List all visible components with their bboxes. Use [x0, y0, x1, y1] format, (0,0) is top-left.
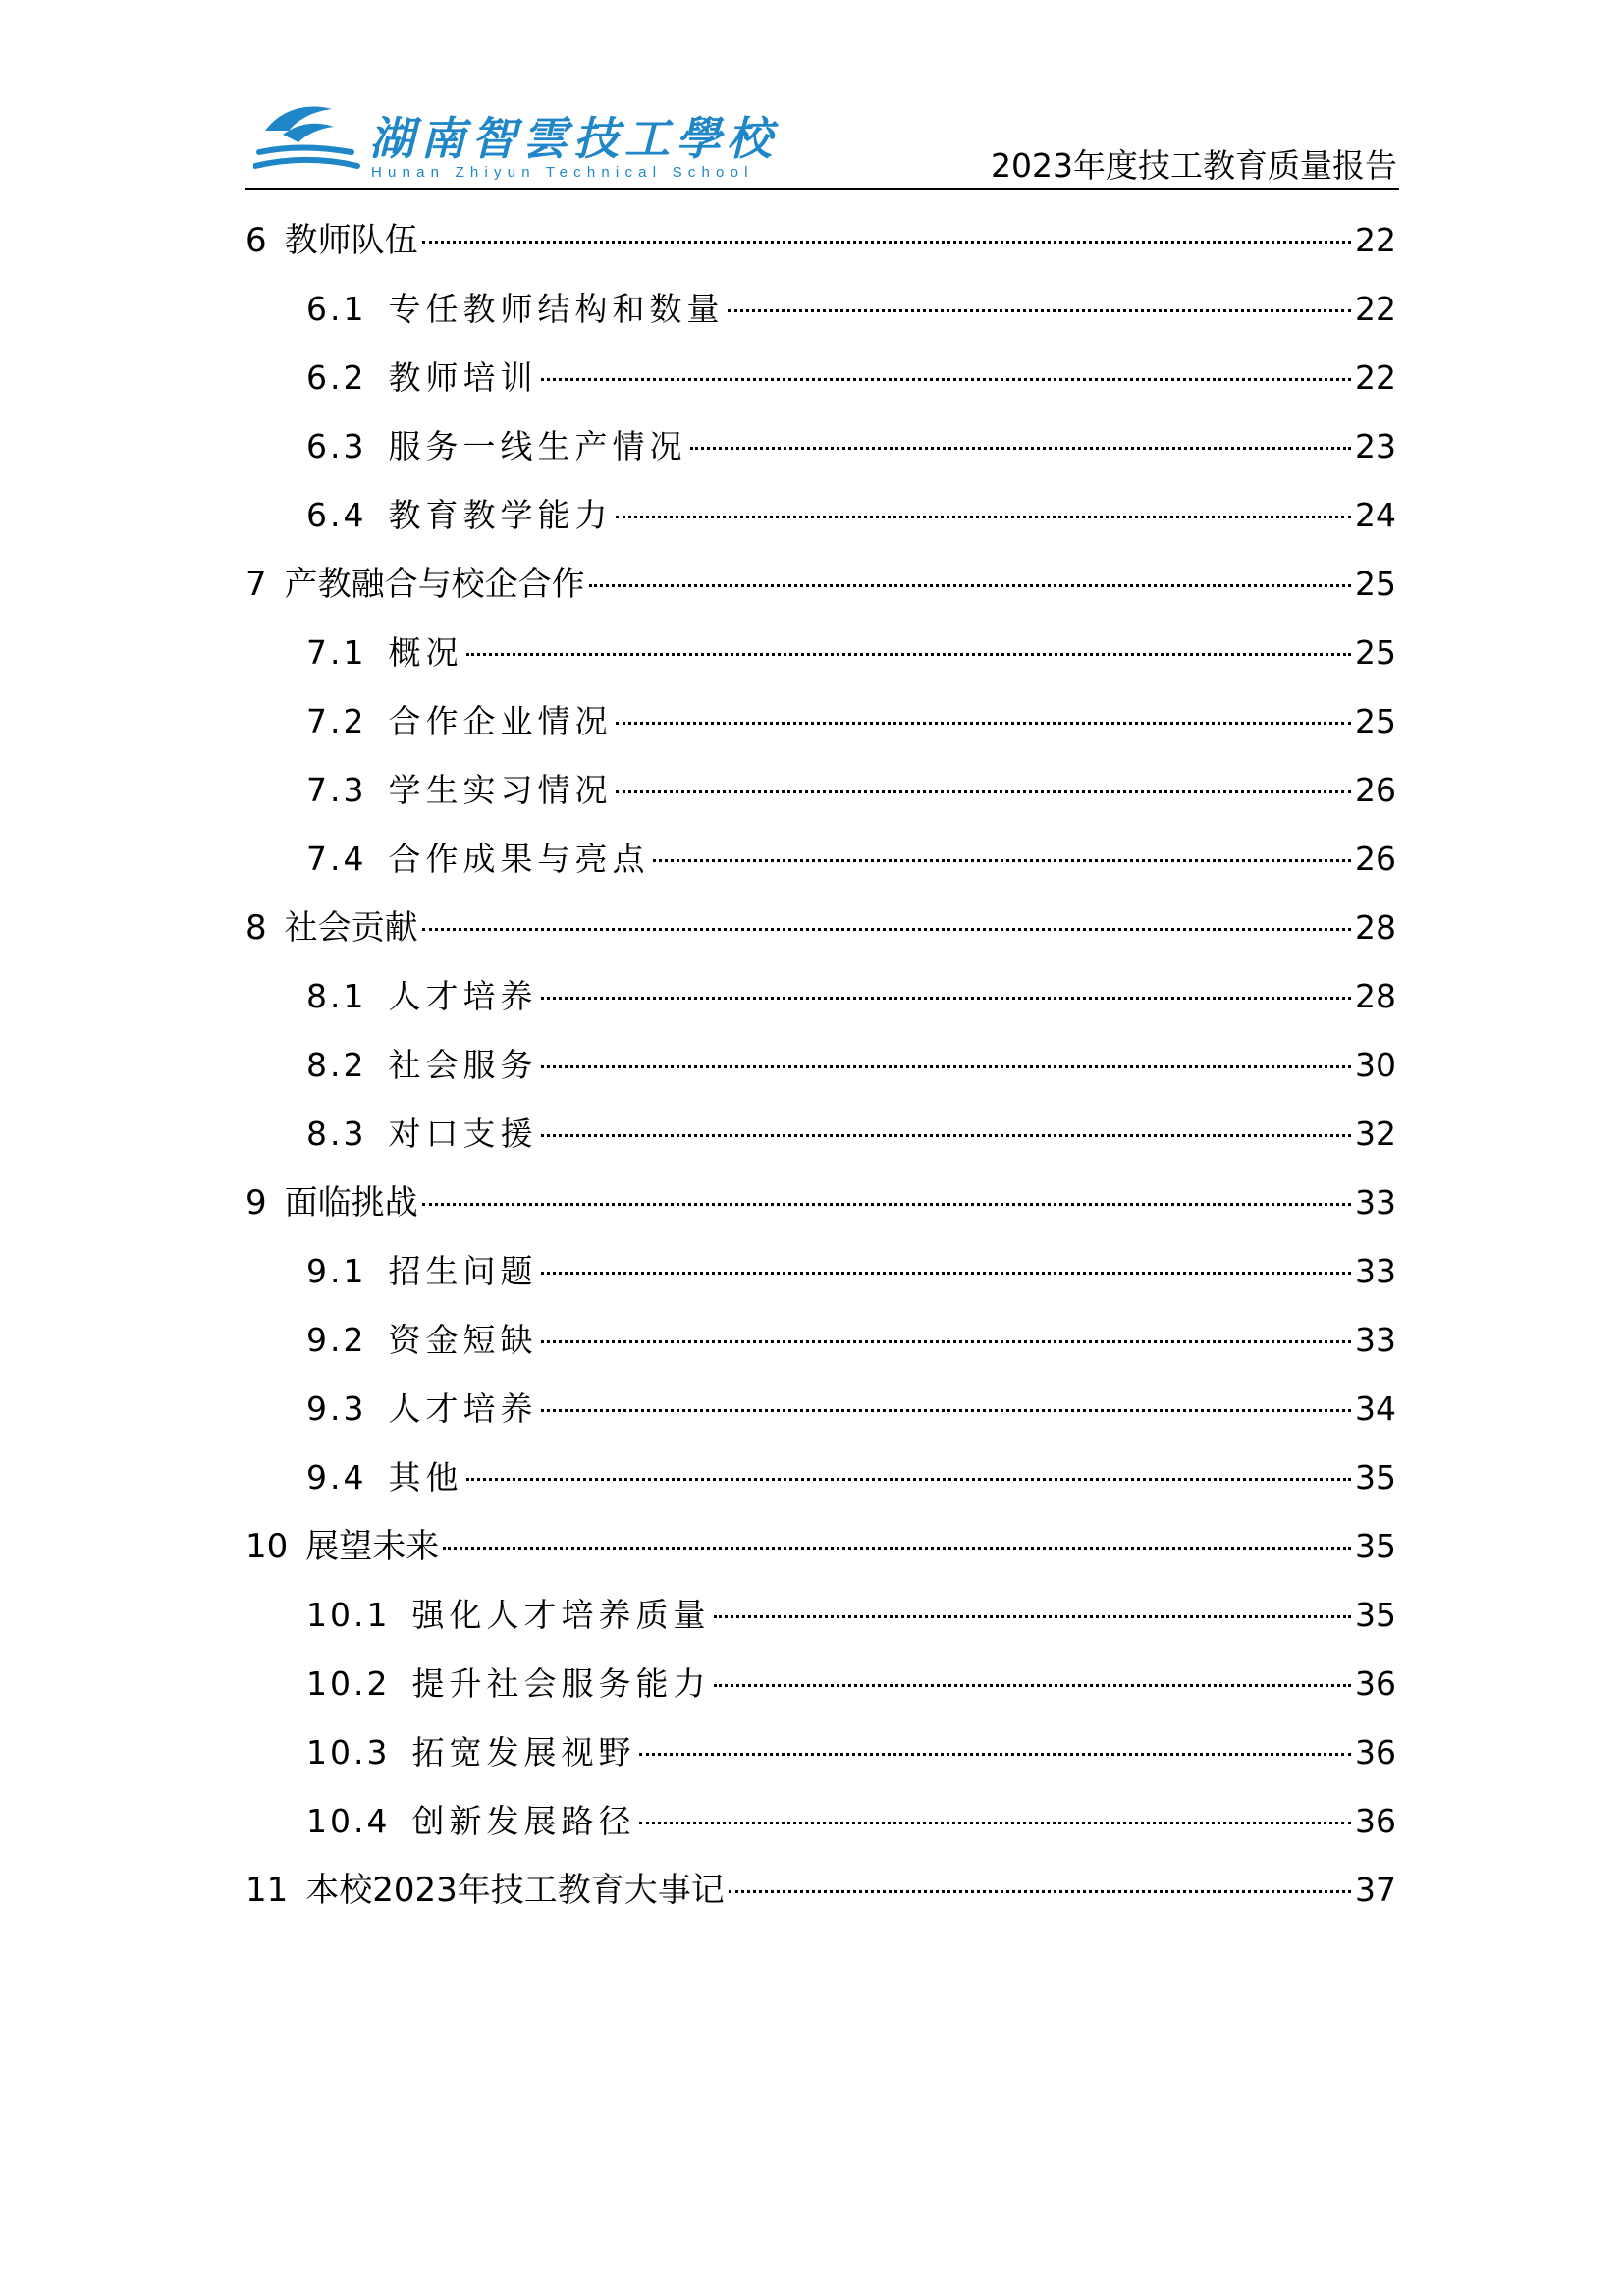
toc-dot-leader: [690, 447, 1351, 450]
toc-entry-number: 9: [245, 1183, 267, 1223]
toc-entry-title: 教师队伍: [284, 221, 418, 260]
toc-entry[interactable]: [245, 1856, 1396, 1925]
toc-page-number: 22: [1355, 358, 1396, 397]
toc-entry-number: 6.4: [306, 496, 367, 534]
toc-entry-title: 社会服务: [388, 1046, 538, 1084]
toc-entry-title: 本校2023年技工教育大事记: [305, 1871, 725, 1910]
toc-entry-number: 10.1: [306, 1596, 391, 1634]
toc-entry-number: 8.1: [306, 977, 367, 1015]
toc-entry-title: 合作企业情况: [388, 702, 613, 740]
toc-dot-leader: [422, 1203, 1351, 1206]
toc-entry[interactable]: [245, 1306, 1396, 1375]
toc-entry-title: 学生实习情况: [388, 771, 613, 809]
toc-dot-leader: [422, 241, 1351, 244]
toc-page-number: 32: [1355, 1115, 1396, 1153]
toc-dot-leader: [466, 1478, 1351, 1481]
toc-dot-leader: [541, 997, 1351, 1000]
report-title: 2023年度技工教育质量报告: [991, 146, 1397, 185]
toc-entry-title: 招生问题: [388, 1252, 538, 1290]
toc-entry[interactable]: [245, 206, 1396, 275]
toc-page-number: 36: [1355, 1802, 1396, 1840]
toc-dot-leader: [714, 1684, 1351, 1687]
toc-page-number: 36: [1355, 1733, 1396, 1771]
toc-entry-title: 其他: [388, 1458, 463, 1496]
toc-entry-title: 提升社会服务能力: [411, 1664, 711, 1703]
toc-entry-number: 6: [245, 221, 267, 260]
toc-entry-number: 10.3: [306, 1733, 391, 1771]
toc-dot-leader: [541, 1409, 1351, 1412]
table-of-contents: [245, 206, 1396, 1925]
toc-dot-leader: [541, 1134, 1351, 1137]
toc-entry-number: 10.2: [306, 1664, 391, 1703]
toc-entry-title: 合作成果与亮点: [388, 840, 650, 878]
toc-entry-title: 拓宽发展视野: [411, 1733, 636, 1771]
toc-entry-number: 6.2: [306, 358, 367, 397]
toc-entry-title: 人才培养: [388, 1389, 538, 1428]
header-divider: [245, 188, 1399, 190]
toc-entry[interactable]: [245, 1169, 1396, 1237]
toc-entry-number: 7: [245, 565, 267, 604]
toc-page-number: 35: [1355, 1596, 1396, 1634]
toc-entry[interactable]: [245, 1031, 1396, 1100]
toc-dot-leader: [589, 584, 1351, 587]
toc-entry-number: 8.3: [306, 1115, 367, 1153]
toc-entry-title: 服务一线生产情况: [388, 427, 687, 465]
toc-dot-leader: [729, 1890, 1351, 1893]
toc-entry-number: 10: [245, 1527, 289, 1566]
toc-page-number: 35: [1355, 1527, 1396, 1565]
toc-page-number: 30: [1355, 1046, 1396, 1084]
toc-dot-leader: [541, 1065, 1351, 1068]
toc-entry-title: 人才培养: [388, 977, 538, 1015]
toc-entry-title: 专任教师结构和数量: [388, 290, 725, 328]
toc-entry-title: 产教融合与校企合作: [284, 565, 585, 604]
toc-entry-title: 教师培训: [388, 358, 538, 397]
toc-entry[interactable]: [245, 1512, 1396, 1581]
toc-page-number: 28: [1355, 908, 1396, 947]
toc-entry[interactable]: [245, 894, 1396, 962]
toc-entry-number: 8.2: [306, 1046, 367, 1084]
school-name-cn: 湖南智雲技工學校: [369, 112, 778, 165]
toc-entry-number: 7.1: [306, 633, 367, 672]
toc-entry-number: 8: [245, 908, 267, 948]
toc-entry-number: 7.2: [306, 702, 367, 740]
toc-page-number: 23: [1355, 427, 1396, 465]
toc-entry[interactable]: [245, 1787, 1396, 1856]
toc-entry[interactable]: [245, 825, 1396, 894]
toc-page-number: 34: [1355, 1389, 1396, 1428]
toc-entry-title: 社会贡献: [284, 908, 418, 948]
toc-dot-leader: [639, 1822, 1351, 1824]
toc-page-number: 22: [1355, 221, 1396, 259]
school-name-en: Hunan Zhiyun Technical School: [371, 164, 754, 181]
toc-page-number: 36: [1355, 1664, 1396, 1703]
toc-dot-leader: [616, 790, 1351, 793]
toc-page-number: 37: [1355, 1871, 1396, 1909]
toc-page-number: 33: [1355, 1321, 1396, 1359]
toc-entry[interactable]: [245, 412, 1396, 481]
toc-entry-title: 对口支援: [388, 1115, 538, 1153]
school-logo: [253, 97, 803, 186]
toc-dot-leader: [653, 859, 1351, 862]
toc-entry[interactable]: [245, 1581, 1396, 1650]
toc-page-number: 28: [1355, 977, 1396, 1015]
toc-entry[interactable]: [245, 687, 1396, 756]
toc-entry[interactable]: [245, 962, 1396, 1031]
toc-entry-title: 强化人才培养质量: [411, 1596, 711, 1634]
toc-page-number: 26: [1355, 840, 1396, 878]
toc-dot-leader: [616, 722, 1351, 725]
toc-entry-number: 6.3: [306, 427, 367, 465]
toc-dot-leader: [541, 378, 1351, 381]
toc-entry[interactable]: [245, 1237, 1396, 1306]
toc-entry-number: 7.4: [306, 840, 367, 878]
toc-dot-leader: [639, 1753, 1351, 1756]
toc-entry-title: 展望未来: [305, 1527, 440, 1566]
toc-entry[interactable]: [245, 1650, 1396, 1718]
toc-entry[interactable]: [245, 1375, 1396, 1443]
toc-page-number: 25: [1355, 565, 1396, 603]
toc-entry-number: 9.4: [306, 1458, 367, 1496]
logo-emblem-icon: [253, 97, 361, 186]
toc-dot-leader: [541, 1272, 1351, 1275]
toc-entry-number: 7.3: [306, 771, 367, 809]
toc-entry[interactable]: [245, 1718, 1396, 1787]
toc-entry-number: 9.3: [306, 1389, 367, 1428]
toc-entry-number: 9.1: [306, 1252, 367, 1290]
toc-page-number: 33: [1355, 1183, 1396, 1222]
toc-entry[interactable]: [245, 1443, 1396, 1512]
toc-page-number: 35: [1355, 1458, 1396, 1496]
toc-entry-title: 资金短缺: [388, 1321, 538, 1359]
toc-entry[interactable]: [245, 344, 1396, 412]
toc-dot-leader: [443, 1547, 1351, 1550]
toc-entry[interactable]: [245, 481, 1396, 550]
toc-entry-title: 创新发展路径: [411, 1802, 636, 1840]
toc-page-number: 25: [1355, 633, 1396, 672]
toc-entry[interactable]: [245, 275, 1396, 344]
toc-entry[interactable]: [245, 619, 1396, 687]
toc-entry-number: 9.2: [306, 1321, 367, 1359]
toc-dot-leader: [728, 309, 1351, 312]
toc-entry-number: 10.4: [306, 1802, 391, 1840]
toc-entry[interactable]: [245, 756, 1396, 825]
toc-dot-leader: [466, 653, 1351, 656]
toc-page-number: 24: [1355, 496, 1396, 534]
toc-entry[interactable]: [245, 1100, 1396, 1169]
toc-dot-leader: [422, 928, 1351, 931]
toc-entry-number: 6.1: [306, 290, 367, 328]
toc-dot-leader: [714, 1615, 1351, 1618]
toc-entry-title: 教育教学能力: [388, 496, 613, 534]
page-header: [245, 93, 1399, 191]
toc-page-number: 26: [1355, 771, 1396, 809]
toc-dot-leader: [541, 1340, 1351, 1343]
toc-entry-title: 概况: [388, 633, 463, 672]
toc-page-number: 33: [1355, 1252, 1396, 1290]
toc-page-number: 22: [1355, 290, 1396, 328]
toc-page-number: 25: [1355, 702, 1396, 740]
toc-dot-leader: [616, 516, 1351, 518]
toc-entry-title: 面临挑战: [284, 1183, 418, 1223]
toc-entry-number: 11: [245, 1871, 289, 1910]
toc-entry[interactable]: [245, 550, 1396, 619]
